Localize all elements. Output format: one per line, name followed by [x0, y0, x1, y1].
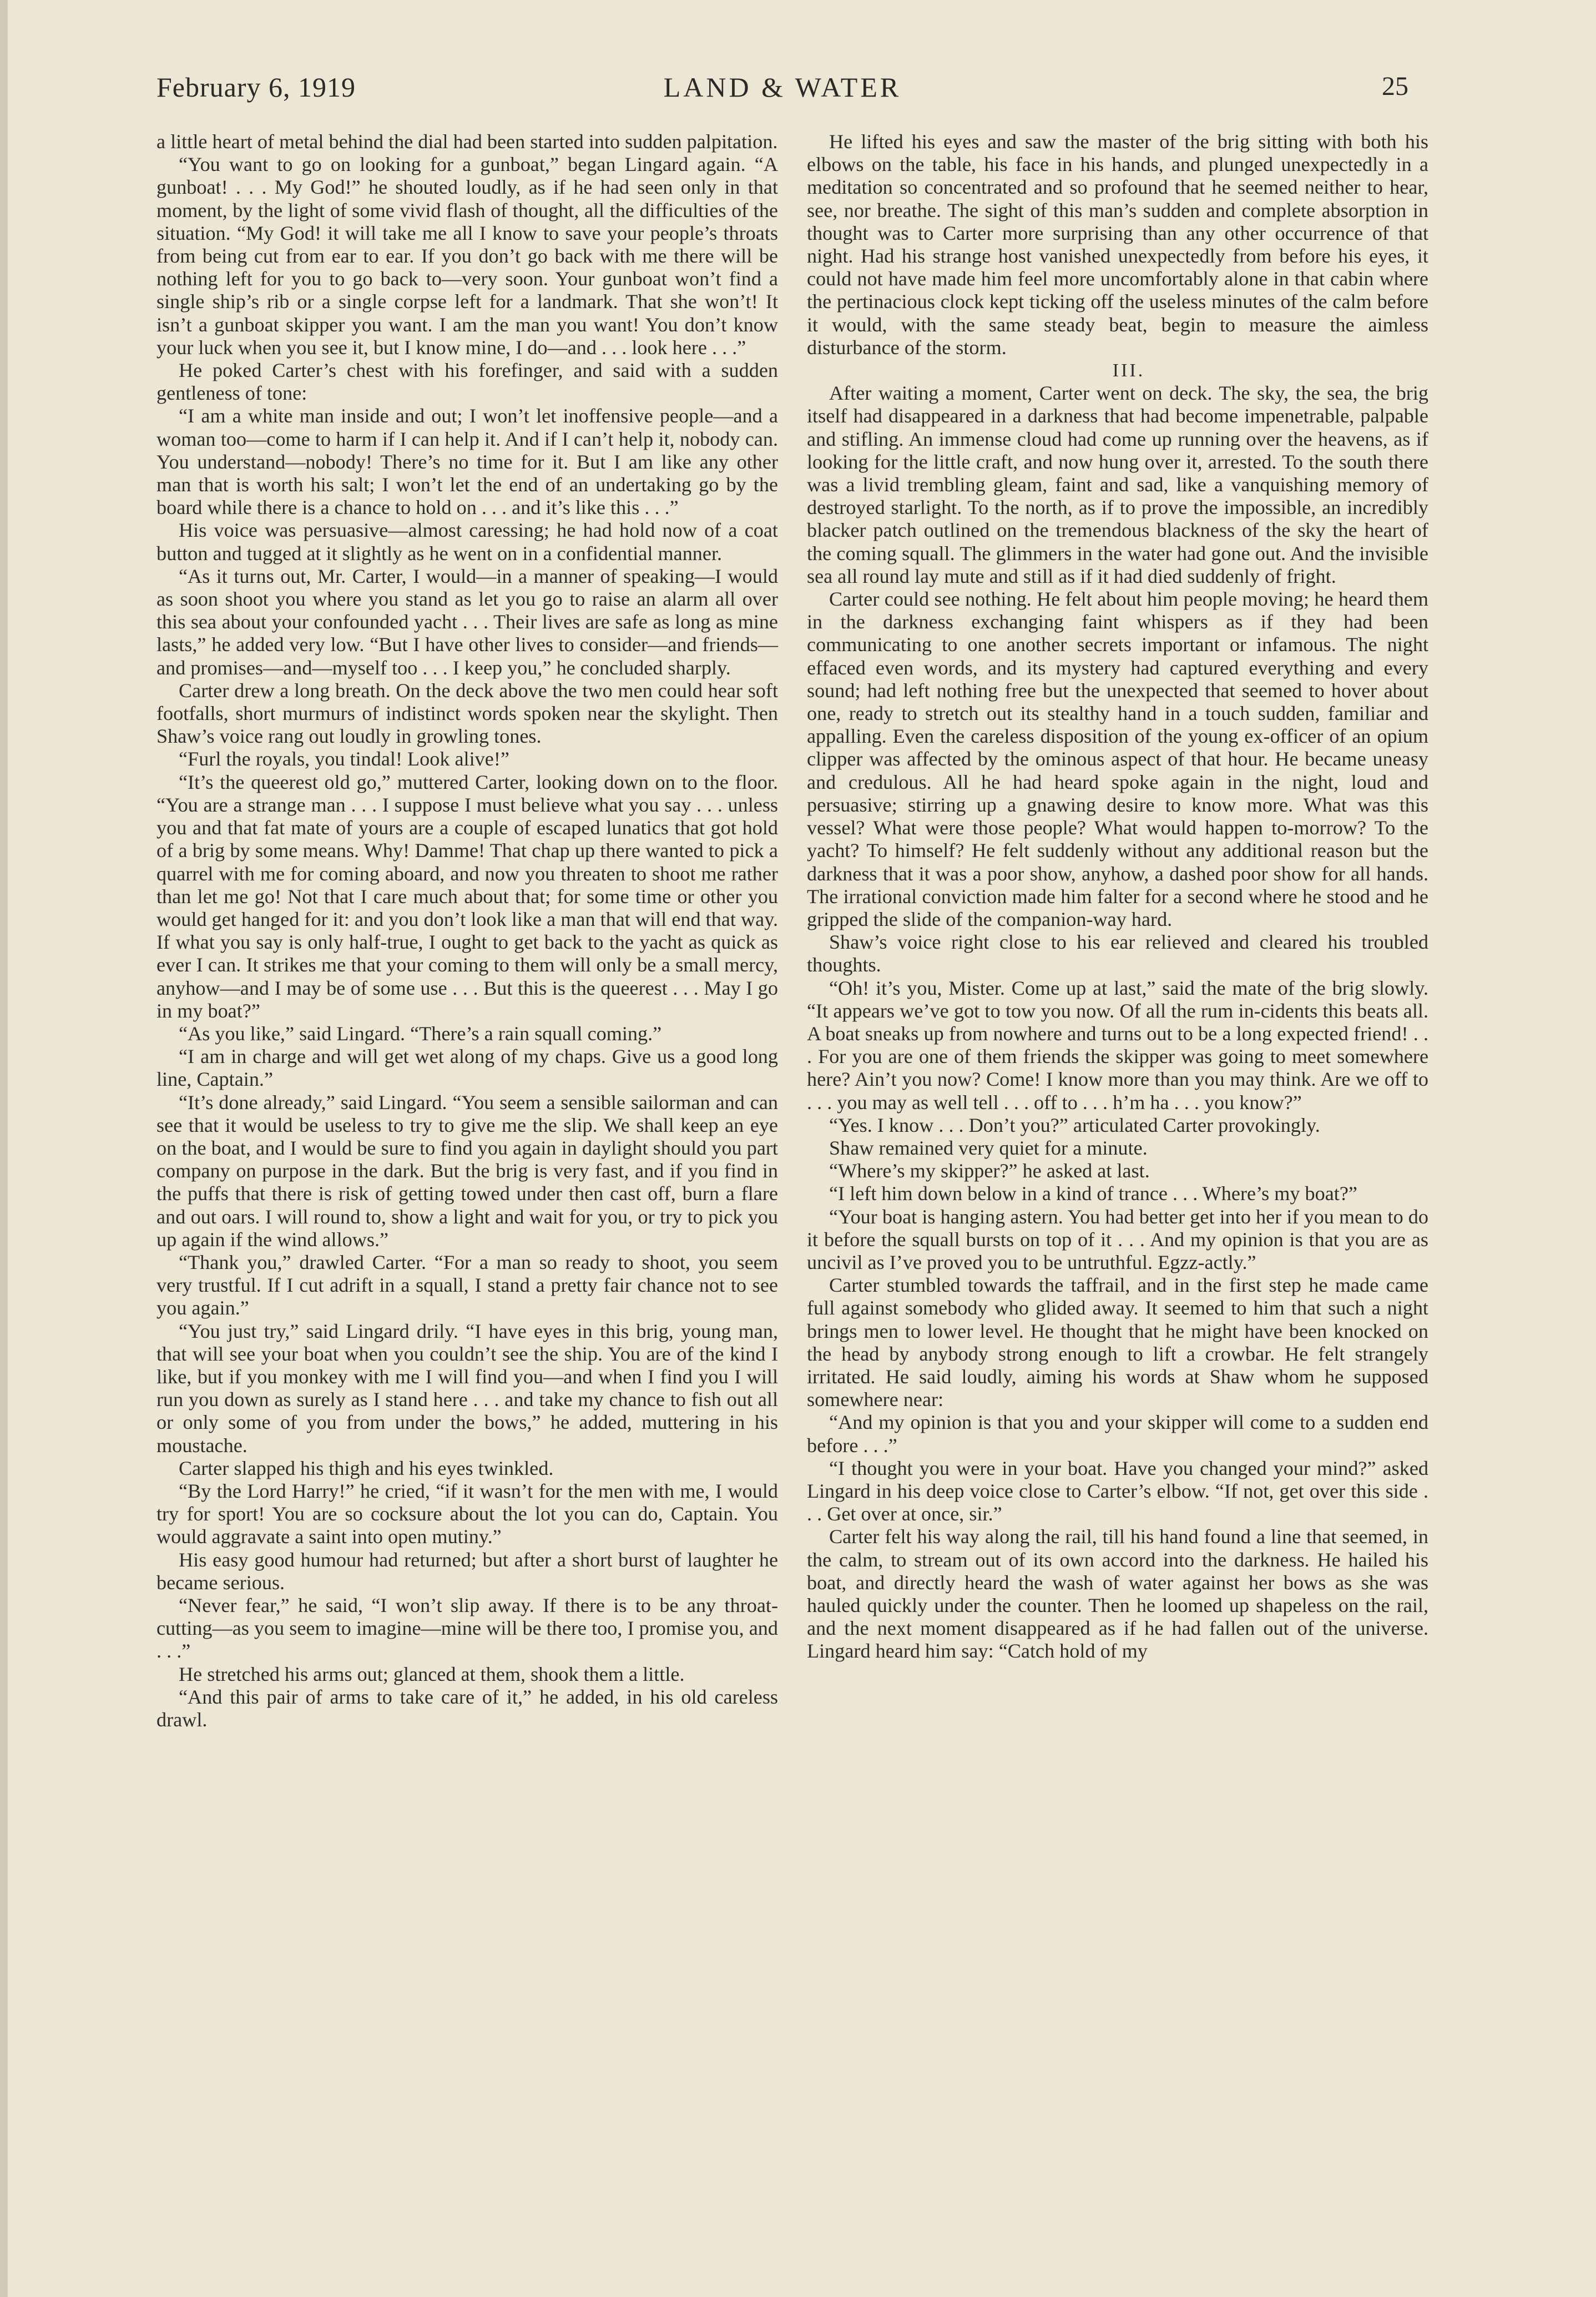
- paragraph: “You want to go on looking for a gunboat,” began Lingard again. “A gunboat! . . . My God!” he shouted loudly, as if he had seen only in that moment, by the light of some vivid flash of thought, all the difficulties of the situation. “My God! it will take me all I know to save your people’s throats from being cut from ear to ear. If you don’t go back with me there will be nothing left for you to go back to—very soon. Your gunboat won’t find a single ship’s rib or a single corpse left for a landmark. That she won’t! It isn’t a gunboat skipper you want. I am the man you want! You don’t know your luck when you see it, but I know mine, I do—and . . . look here . . .”: [156, 153, 778, 359]
- paragraph: “Thank you,” drawled Carter. “For a man so ready to shoot, you seem very trustful. If I cut adrift in a squall, I stand a pretty fair chance not to see you again.”: [156, 1251, 778, 1319]
- paragraph: “Where’s my skipper?” he asked at last.: [829, 1160, 1150, 1182]
- paragraph: After waiting a moment, Carter went on deck. The sky, the sea, the brig itself had disappeared in a darkness that had become impenetrable, palpable and stifling. An immense cloud had come up running over the heavens, as if looking for the little craft, and now hung over it, arrested. To the south there was a livid trembling gleam, faint and sad, like a vanquishing memory of destroyed starlight. To the north, as if to prove the impossible, an incredibly blacker patch outlined on the tremendous blackness of the sky the heart of the coming squall. The glimmers in the water had gone out. And the invisible sea all round lay mute and still as if it had died suddenly of fright.: [807, 382, 1428, 587]
- paragraph: “It’s the queerest old go,” muttered Carter, looking down on to the floor. “You are a strange man . . . I suppose I must believe what you say . . . unless you and that fat mate of yours are a couple of escaped lunatics that got hold of a brig by some means. Why! Damme! That chap up there wanted to pick a quarrel with me for coming aboard, and now you threaten to shoot me rather than let me go! Not that I care much about that; for some time or other you would get hanged for it: and you don’t look like a man that will end that way. If what you say is only half-true, I ought to get back to the yacht as quick as ever I can. It strikes me that your coming to them will only be a small mercy, anyhow—and I may be of some use . . . But this is the queerest . . . May I go in my boat?”: [156, 770, 778, 1022]
- paragraph: “It’s done already,” said Lingard. “You seem a sensible sailorman and can see that it would be useless to try to give me the slip. We shall keep an eye on the boat, and I would be sure to find you again in daylight should you part company on purpose in the dark. But the brig is very fast, and if you find in the puffs that there is risk of getting towed under then cast off, burn a flare and out oars. I will round to, show a light and wait for you, or try to pick you up again if the wind allows.”: [156, 1091, 778, 1251]
- paragraph: “Oh! it’s you, Mister. Come up at last,” said the mate of the brig slowly. “It appears we’ve got to tow you now. Of all the rum in-cidents this beats all. A boat sneaks up from nowhere and turns out to be a long expected friend! . . . For you are one of them friends the skipper was going to meet somewhere here? Ain’t you now? Come! I know more than you may think. Are we off to . . . you may as well tell . . . off to . . . h’m ha . . . you know?”: [807, 976, 1428, 1114]
- paragraph: Carter could see nothing. He felt about him people moving; he heard them in the darkness exchanging faint whispers as if they had been communicating to one another secrets important or infamous. The night effaced even words, and its mystery had captured everything and every sound; had left nothing free but the unexpected that seemed to hover about one, ready to stretch out its stealthy hand in a touch sudden, familiar and appalling. Even the careless disposition of the young ex-officer of an opium clipper was affected by the ominous aspect of that hour. He became uneasy and credulous. All he had heard spoke again in the night, loud and persuasive; stirring up a gnawing desire to know more. What was this vessel? What were those people? What would happen to-morrow? To the yacht? To himself? He felt suddenly without any additional reason but the darkness that it was a poor show, anyhow, a dashed poor show for all hands. The irrational conviction made him falter for a second where he stood and he gripped the slide of the companion-way hard.: [807, 588, 1428, 930]
- paragraph: He lifted his eyes and saw the master of the brig sitting with both his elbows on the table, his face in his hands, and plunged unexpectedly in a meditation so concentrated and so profound that he seemed neither to hear, see, nor breathe. The sight of this man’s sudden and complete absorption in thought was to Carter more surprising than any other occurrence of that night. Had his strange host vanished unexpectedly from before his eyes, it could not have made him feel more uncomfortably alone in that cabin where the pertinacious clock kept ticking off the useless minutes of the calm before it would, with the same steady beat, begin to measure the aimless disturbance of the storm.: [807, 130, 1428, 359]
- paragraph: “Never fear,” he said, “I won’t slip away. If there is to be any throat-cutting—as you seem to imagine—mine will be there too, I promise you, and . . .”: [156, 1594, 778, 1663]
- chapter-section-heading: III.: [1112, 360, 1145, 381]
- paragraph: “As it turns out, Mr. Carter, I would—in a manner of speaking—I would as soon shoot you where you stand as let you go to raise an alarm all over this sea about your confounded yacht . . . Their lives are safe as long as mine lasts,” he added very low. “But I have other lives to consider—and friends—and promises—and—myself too . . . I keep you,” he concluded sharply.: [156, 565, 778, 679]
- paragraph: “As you like,” said Lingard. “There’s a rain squall coming.”: [179, 1022, 662, 1045]
- paragraph: His easy good humour had returned; but after a short burst of laughter he became serious.: [156, 1548, 778, 1594]
- paragraph: He poked Carter’s chest with his forefinger, and said with a sudden gentleness of tone:: [156, 359, 778, 405]
- paragraph: “I thought you were in your boat. Have you changed your mind?” asked Lingard in his deep voice close to Carter’s elbow. “If not, get over this side . . . Get over at once, sir.”: [807, 1457, 1428, 1525]
- right-column-bottom-text: [807, 382, 1428, 1663]
- left-column: [156, 130, 778, 1731]
- paragraph: Shaw’s voice right close to his ear relieved and cleared his troubled thoughts.: [807, 931, 1428, 976]
- paragraph: His voice was persuasive—almost caressing; he had hold now of a coat button and tugged at it slightly as he went on in a confidential manner.: [156, 519, 778, 565]
- paragraph: “And my opinion is that you and your skipper will come to a sudden end before . . .”: [807, 1411, 1428, 1457]
- paragraph: Carter slapped his thigh and his eyes twinkled.: [179, 1457, 554, 1479]
- paragraph: “Furl the royals, you tindal! Look alive!”: [179, 748, 509, 770]
- paragraph: “By the Lord Harry!” he cried, “if it wasn’t for the men with me, I would try for sport! You are so cocksure about the lot you can do, Captain. You would aggravate a saint into open mutiny.”: [156, 1479, 778, 1548]
- paragraph: He stretched his arms out; glanced at them, shook them a little.: [179, 1663, 685, 1685]
- paragraph: “Your boat is hanging astern. You had better get into her if you mean to do it before the squall bursts on top of it . . . And my opinion is that you are as uncivil as I’ve proved you to be untruthful. Egzz-actly.”: [807, 1205, 1428, 1273]
- paragraph: Carter drew a long breath. On the deck above the two men could hear soft footfalls, short murmurs of indistinct words spoken near the skylight. Then Shaw’s voice rang out loudly in growling tones.: [156, 679, 778, 748]
- publication-title: LAND & WATER: [663, 72, 902, 103]
- page-edge: [0, 0, 8, 2297]
- running-header: [156, 71, 1408, 115]
- paragraph: “And this pair of arms to take care of it,” he added, in his old careless drawl.: [156, 1685, 778, 1731]
- issue-date: February 6, 1919: [156, 72, 356, 103]
- paragraph: Carter felt his way along the rail, till his hand found a line that seemed, in the calm, to stream out of its own accord into the darkness. He hailed his boat, and directly heard the wash of water against her bows as she was hauled quickly under the counter. Then he loomed up shapeless on the rail, and the next moment disappeared as if he had fallen out of the universe. Lingard heard him say: “Catch hold of my: [807, 1525, 1428, 1663]
- paragraph: “I am a white man inside and out; I won’t let inoffensive people—and a woman too—come to harm if I can help it. And if I can’t help it, nobody can. You understand—nobody! There’s no time for it. But I am like any other man that is worth his salt; I won’t let the end of an undertaking go by the board while there is a chance to hold on . . . and it’s like this . . .”: [156, 405, 778, 519]
- right-column: [807, 130, 1428, 1663]
- paragraph: “You just try,” said Lingard drily. “I have eyes in this brig, young man, that will see your boat when you couldn’t see the ship. You are of the kind I like, but if you monkey with me I will find you—and when I find you I will run you down as surely as I stand here . . . and take my chance to fish out all or only some of you from under the bows,” he added, muttering in his moustache.: [156, 1319, 778, 1457]
- page-number: 25: [1382, 72, 1408, 101]
- paragraph: “I am in charge and will get wet along of my chaps. Give us a good long line, Captain.”: [156, 1045, 778, 1091]
- paragraph: “I left him down below in a kind of trance . . . Where’s my boat?”: [829, 1182, 1357, 1205]
- paragraph: Shaw remained very quiet for a minute.: [829, 1136, 1148, 1159]
- paragraph: Carter stumbled towards the taffrail, and in the first step he made came full against somebody who glided away. It seemed to him that such a night brings men to lower level. He thought that he might have been knocked on the head by anybody strong enough to lift a crowbar. He felt strangely irritated. He said loudly, aiming his words at Shaw whom he supposed somewhere near:: [807, 1274, 1428, 1411]
- right-column-top-text: [807, 130, 1428, 359]
- paragraph: a little heart of metal behind the dial had been started into sudden palpitation.: [156, 130, 778, 153]
- paragraph: “Yes. I know . . . Don’t you?” articulated Carter provokingly.: [829, 1114, 1320, 1136]
